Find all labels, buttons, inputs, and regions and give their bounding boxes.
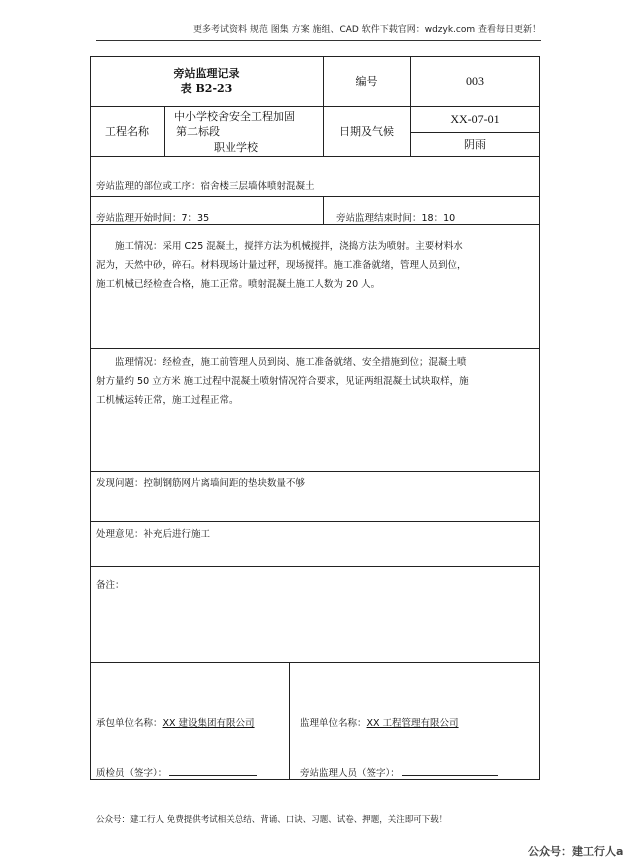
- number-label: 编号: [355, 75, 378, 88]
- watermark: 公众号：建工行人a: [528, 845, 624, 858]
- project-name: [164, 106, 323, 156]
- header-note: 更多考试资料 规范 图集 方案 施组、CAD 软件下载官网：wdzyk.com 查看每日更新！: [193, 25, 541, 35]
- issues-field: 发现问题：控制钢筋网片离墙间距的垫块数量不够: [96, 478, 306, 489]
- record-table: [90, 56, 540, 780]
- construction-line: 泥为，天然中砂，碎石。材料现场计量过秤，现场搅拌。施工准备就绪，管理人员到位，: [96, 260, 467, 271]
- form-title: [90, 56, 323, 106]
- opinion-field: 处理意见：补充后进行施工: [96, 529, 211, 540]
- construction-line: 施工机械已经检查合格，施工正常。喷射混凝土施工人数为 20 人。: [96, 279, 381, 290]
- form-title-line1: 旁站监理记录: [173, 67, 240, 80]
- grid-line: [90, 566, 540, 567]
- location-field: 旁站监理的部位或工序：宿舍楼三层墙体喷射混凝土: [96, 181, 315, 192]
- weather-value: 阴雨: [464, 138, 486, 151]
- grid-line: [90, 662, 540, 663]
- grid-line: [323, 196, 324, 224]
- grid-line: [90, 521, 540, 522]
- inspector-signature-field: [96, 765, 257, 779]
- construction-line: 施工情况：采用 C25 混凝土，搅拌方法为机械搅拌，浇捣方法为喷射。主要材料水: [115, 241, 463, 252]
- grid-line: [90, 196, 540, 197]
- supervision-section: [96, 353, 536, 410]
- supervisor-name: XX 工程管理有限公司: [366, 718, 459, 729]
- contractor-name: XX 建设集团有限公司: [162, 718, 255, 729]
- grid-line: [90, 471, 540, 472]
- grid-line: [289, 662, 290, 780]
- grid-line: [90, 156, 540, 157]
- supervisor-name-field: [300, 715, 459, 729]
- header-divider: [96, 40, 541, 41]
- form-code: 表 B2-23: [180, 82, 233, 95]
- supervision-line: 工机械运转正常，施工过程正常。: [96, 395, 239, 406]
- remarks-field: 备注：: [96, 580, 125, 591]
- date-weather-label: 日期及气候: [339, 125, 394, 138]
- supervision-line: 监理情况：经检查，施工前管理人员到岗、施工准备就绪、安全措施到位；混凝土喷: [115, 357, 467, 368]
- start-time-field: 旁站监理开始时间：7：35: [96, 213, 210, 224]
- supervisor-label: 监理单位名称：: [300, 718, 367, 729]
- project-name-line1: 中小学校舍安全工程加固: [174, 110, 295, 123]
- project-name-line2: 第二标段: [176, 125, 220, 138]
- contractor-label: 承包单位名称：: [96, 718, 163, 729]
- end-time-field: 旁站监理结束时间：18：10: [336, 213, 456, 224]
- grid-line: [90, 348, 540, 349]
- supervisor-signature-field: [300, 765, 498, 779]
- signature-line: [169, 766, 257, 776]
- supervision-line: 射方量约 50 立方米 施工过程中混凝土喷射情况符合要求，见证两组混凝土试块取样，施: [96, 376, 469, 387]
- date-value: XX-07-01: [450, 111, 500, 126]
- grid-line: [90, 224, 540, 225]
- project-name-label: 工程名称: [105, 125, 149, 138]
- inspector-label: 质检员（签字）：: [96, 768, 168, 779]
- project-name-line3: 职业学校: [214, 141, 258, 154]
- contractor-name-field: [96, 715, 255, 729]
- footer-note: 公众号：建工行人 免费提供考试相关总结、背诵、口诀、习题、试卷、押题，关注即可下载！: [96, 815, 448, 825]
- construction-section: [96, 237, 536, 294]
- supervisor-person-label: 旁站监理人员（签字）：: [300, 768, 400, 779]
- signature-line: [402, 766, 498, 776]
- number-value: 003: [466, 73, 484, 88]
